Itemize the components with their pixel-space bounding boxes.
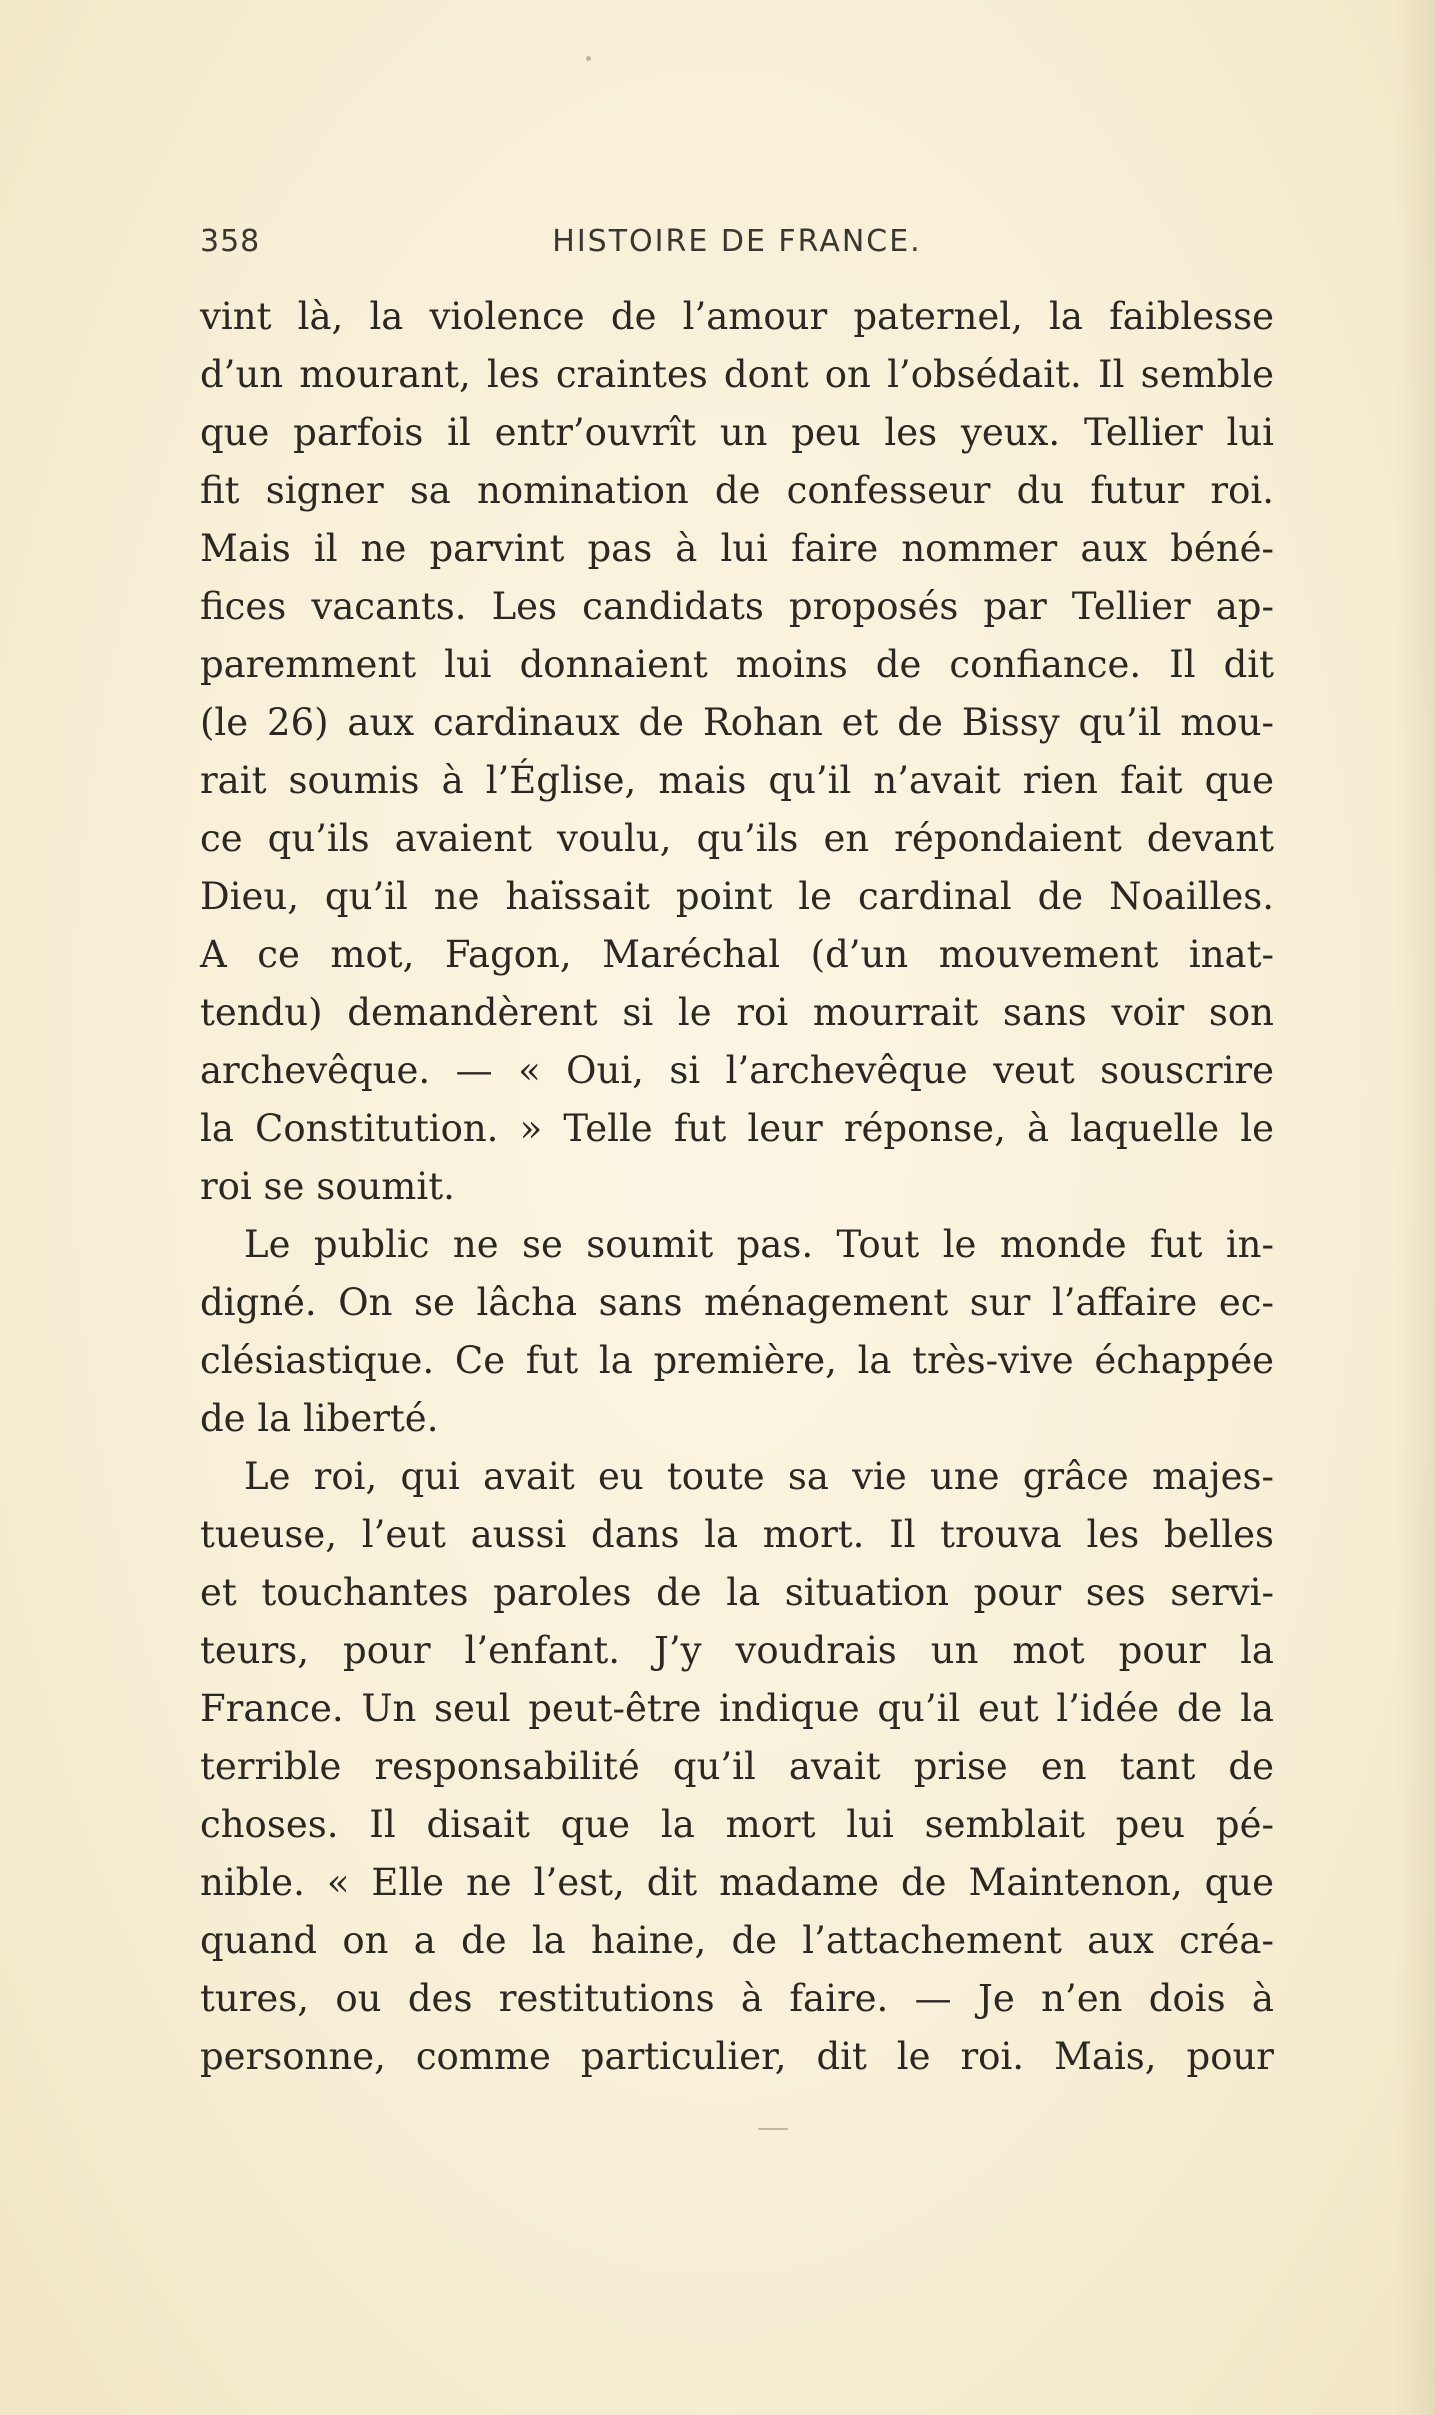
text-line: d’un mourant, les craintes dont on l’obsédait. Il semble [200,353,1274,396]
text-line: paremment lui donnaient moins de confiance. Il dit [200,643,1274,686]
text-line: digné. On se lâcha sans ménagement sur l’affaire ec- [200,1281,1274,1324]
text-line: Dieu, qu’il ne haïssait point le cardinal de Noailles. [200,875,1274,918]
text-line: rait soumis à l’Église, mais qu’il n’avait rien fait que [200,759,1274,802]
page-header [200,224,1274,264]
text-line: Le roi, qui avait eu toute sa vie une grâce majes- [244,1455,1274,1498]
page-edge-shadow [1395,0,1435,2415]
text-line: vint là, la violence de l’amour paternel, la faiblesse [200,295,1274,338]
text-line: nible. « Elle ne l’est, dit madame de Maintenon, que [200,1861,1274,1904]
text-line: quand on a de la haine, de l’attachement aux créa- [200,1919,1274,1962]
paper-speck [758,2128,788,2130]
text-line: que parfois il entr’ouvrît un peu les yeux. Tellier lui [200,411,1274,454]
text-line: clésiastique. Ce fut la première, la très-vive échappée [200,1339,1274,1382]
text-line: (le 26) aux cardinaux de Rohan et de Bissy qu’il mou- [200,701,1274,744]
text-line: choses. Il disait que la mort lui semblait peu pé- [200,1803,1274,1846]
text-line: fices vacants. Les candidats proposés par Tellier ap- [200,585,1274,628]
text-line: France. Un seul peut-être indique qu’il eut l’idée de la [200,1687,1274,1730]
text-line: archevêque. — « Oui, si l’archevêque veut souscrire [200,1049,1274,1092]
text-line: et touchantes paroles de la situation pour ses servi- [200,1571,1274,1614]
text-line: teurs, pour l’enfant. J’y voudrais un mot pour la [200,1629,1274,1672]
text-line: de la liberté. [200,1397,439,1440]
text-line: Mais il ne parvint pas à lui faire nommer aux béné- [200,527,1274,570]
text-line: roi se soumit. [200,1165,455,1208]
text-line: tures, ou des restitutions à faire. — Je n’en dois à [200,1977,1274,2020]
text-line: la Constitution. » Telle fut leur réponse, à laquelle le [200,1107,1274,1150]
running-head: HISTOIRE DE FRANCE. [552,224,922,259]
body-text [200,288,1274,2086]
text-line: terrible responsabilité qu’il avait prise en tant de [200,1745,1274,1788]
text-line: A ce mot, Fagon, Maréchal (d’un mouvement inat- [200,933,1274,976]
page-number: 358 [200,224,261,259]
text-line: Le public ne se soumit pas. Tout le monde fut in- [244,1223,1274,1266]
text-line: tueuse, l’eut aussi dans la mort. Il trouva les belles [200,1513,1274,1556]
text-line: ce qu’ils avaient voulu, qu’ils en répondaient devant [200,817,1274,860]
text-line: personne, comme particulier, dit le roi. Mais, pour [200,2035,1274,2078]
text-line: tendu) demandèrent si le roi mourrait sans voir son [200,991,1274,1034]
paper-speck [586,56,591,61]
text-line: fit signer sa nomination de confesseur du futur roi. [200,469,1274,512]
